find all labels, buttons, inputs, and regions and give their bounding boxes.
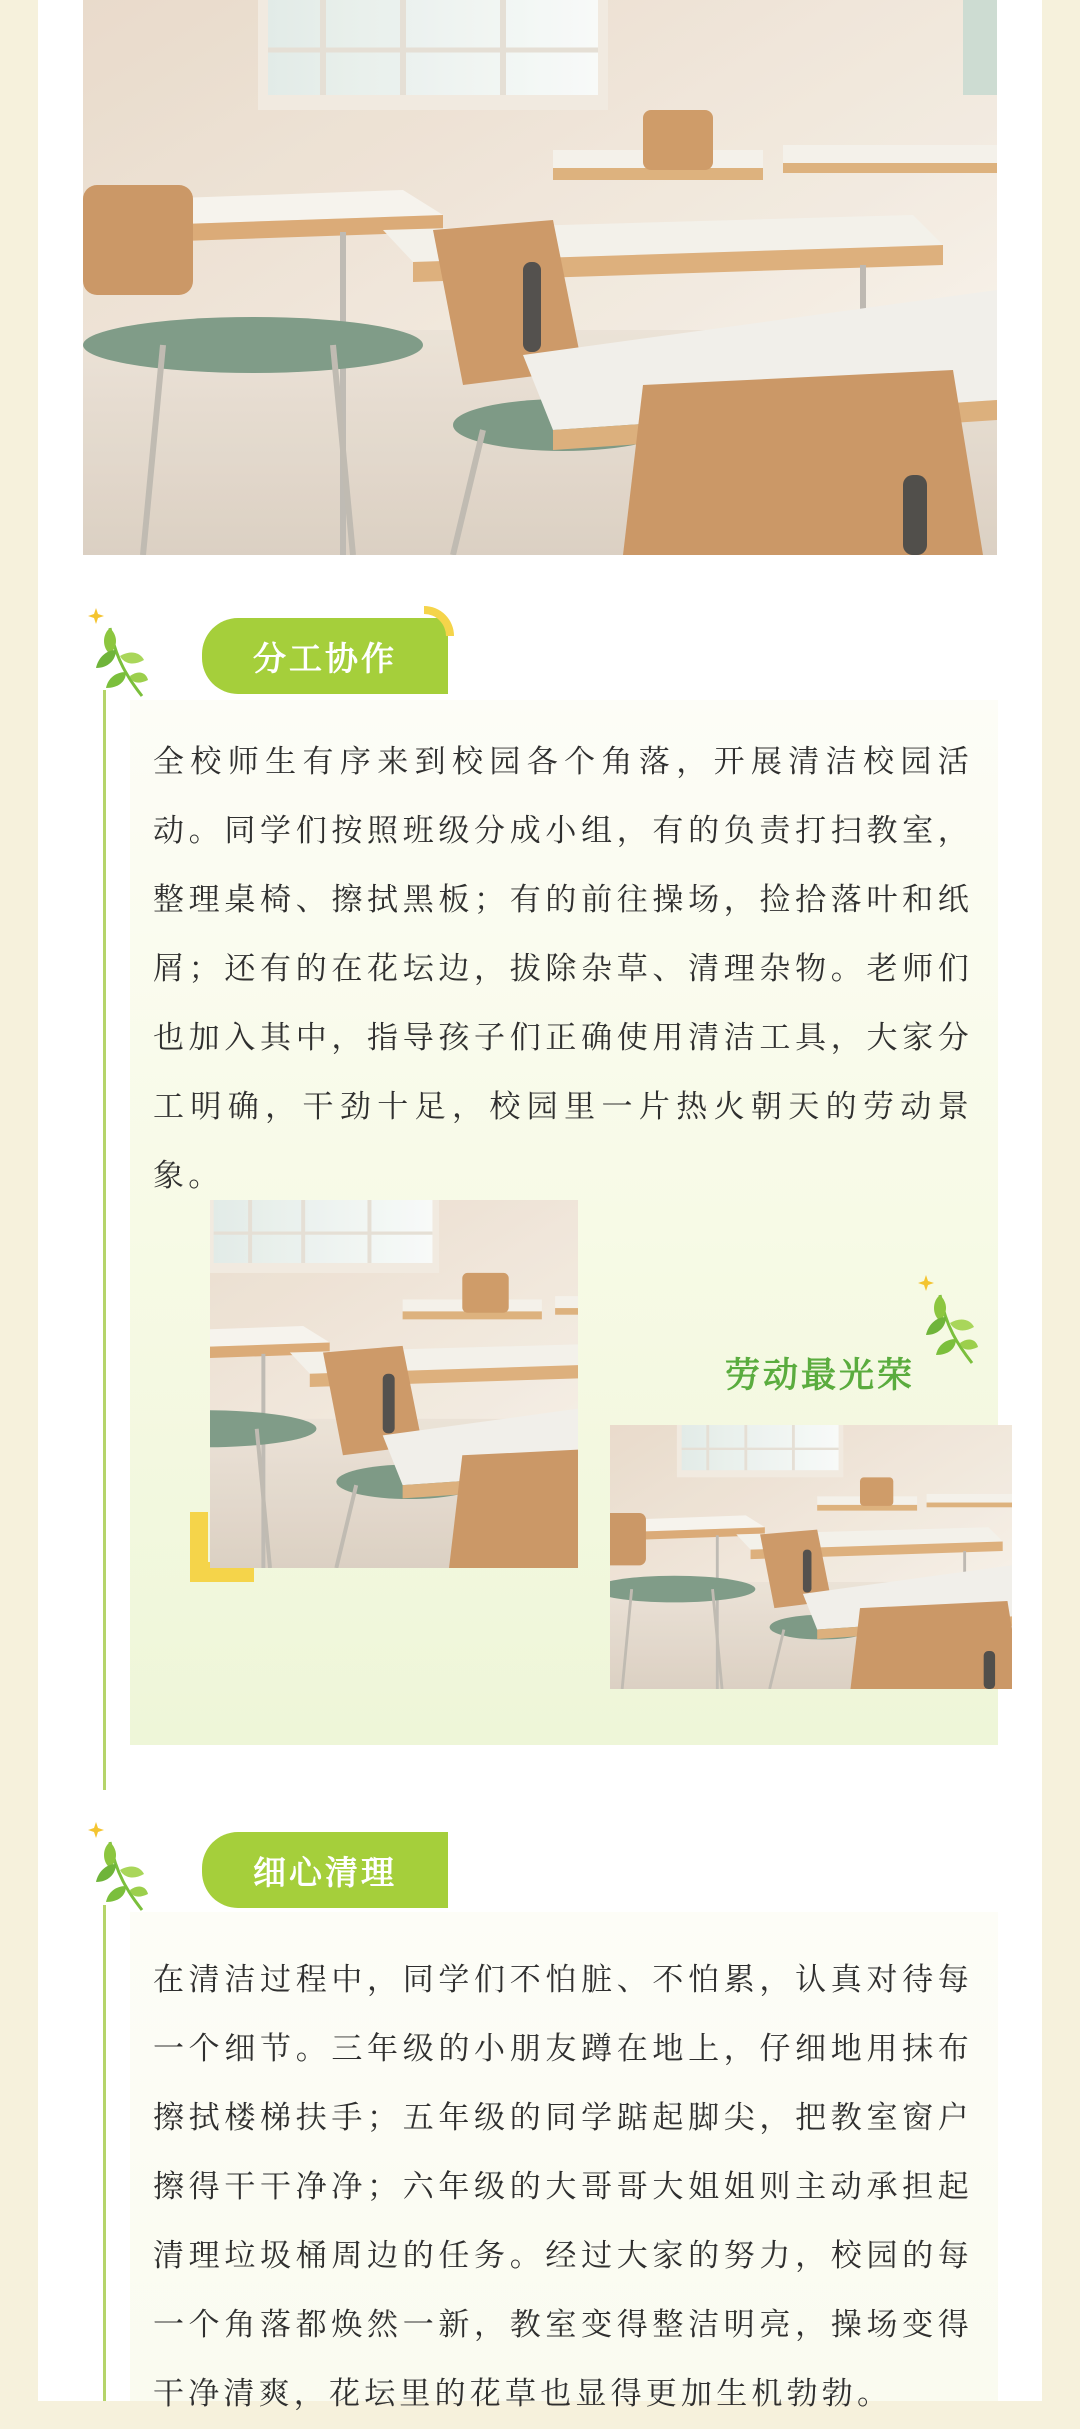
classroom-photo-right [610,1425,1012,1689]
section-card-2 [130,1912,998,2412]
section-header-2 [80,1812,480,1922]
section-title: 细心清理 [202,1832,448,1908]
section-card-1 [130,700,998,1745]
section-body: 在清洁过程中，同学们不怕脏、不怕累，认真对待每一个细节。三年级的小朋友蹲在地上，仔细地用抹布擦拭楼梯扶手；五年级的同学踮起脚尖，把教室窗户擦得干干净净；六年级的大哥哥大姐姐则主动承担起清理垃圾桶周边的任务。经过大家的努力，校园的每一个角落都焕然一新，教室变得整洁明亮，操场变得干净清爽，花坛里的花草也显得更加生机勃勃。 [153,1962,973,2412]
timeline-line [103,690,106,1790]
leaf-sprig-icon [80,598,150,698]
section-body: 全校师生有序来到校园各个角落，开展清洁校园活动。同学们按照班级分成小组，有的负责打扫教室，整理桌椅、擦拭黑板；有的前往操场，捡拾落叶和纸屑；还有的在花坛边，拔除杂草、清理杂物。老师们也加入其中，指导孩子们正确使用清洁工具，大家分工明确，干劲十足，校园里一片热火朝天的劳动景象。 [153,744,973,1194]
hero-classroom-photo [83,0,997,555]
photo-caption: 劳动最光荣 [724,1356,915,1396]
classroom-photo-left [210,1200,578,1568]
section-title: 分工协作 [202,618,448,694]
article-page [38,0,1042,2412]
corner-arc-icon [424,598,462,636]
section-header-1 [80,598,480,708]
leaf-sprig-icon [80,1812,150,1912]
timeline-line [103,1905,106,2401]
